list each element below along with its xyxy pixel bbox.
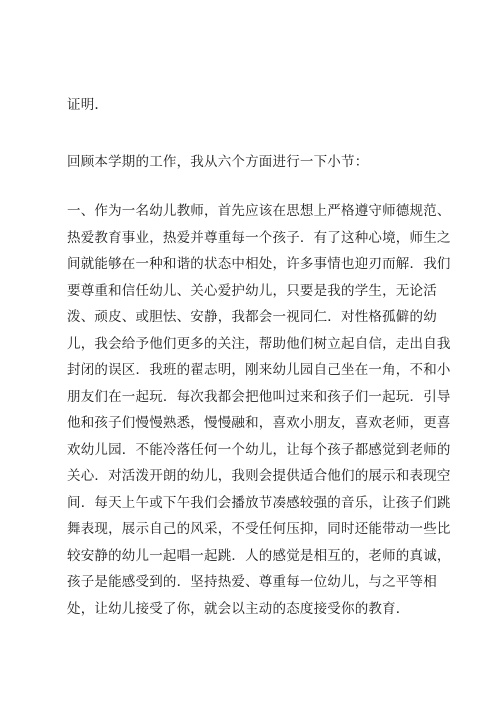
paragraph-section-one: [67, 198, 451, 622]
text-line: 间就能够在一种和谐的状态中相处，许多事情也迎刃而解．我们: [67, 256, 451, 272]
text-line: 回顾本学期的工作，我从六个方面进行一下小节：: [67, 154, 369, 170]
text-line: 孩子是能感受到的．坚持热爱、尊重每一位幼儿，与之平等相: [67, 574, 437, 590]
text-line: 热爱教育事业，热爱并尊重每一个孩子．有了这种心境，师生之: [67, 229, 451, 246]
paragraph-intro: [67, 149, 368, 176]
text-line: 处，让幼儿接受了你，就会以主动的态度接受你的教育．: [67, 600, 410, 617]
text-line: 泼、顽皮、或胆怯、安静，我都会一视同仁．对性格孤僻的幼: [67, 309, 437, 325]
text-line: 舞表现，展示自己的风采，不受任何压抑，同时还能带动一些比: [67, 521, 451, 537]
paragraph-proof: [67, 92, 99, 119]
text-line: 朋友们在一起玩．每次我都会把他叫过来和孩子们一起玩．引导: [67, 388, 451, 405]
text-line: 欢幼儿园．不能冷落任何一个幼儿，让每个孩子都感觉到老师的: [67, 441, 451, 458]
text-line: 他和孩子们慢慢熟悉，慢慢融和，喜欢小朋友，喜欢老师，更喜: [67, 415, 451, 431]
text-line: 儿，我会给予他们更多的关注，帮助他们树立起自信，走出自我: [67, 335, 451, 352]
text-line: 关心．对活泼开朗的幼儿，我则会提供适合他们的展示和表现空: [67, 468, 451, 484]
text-line: 一、作为一名幼儿教师，首先应该在思想上严格遵守师德规范、: [67, 203, 451, 219]
text-line: 封闭的误区．我班的翟志明，刚来幼儿园自己坐在一角，不和小: [67, 362, 451, 378]
text-line: 较安静的幼儿一起唱一起跳．人的感觉是相互的，老师的真诚，: [67, 547, 451, 564]
text-line: 要尊重和信任幼儿、关心爱护幼儿，只要是我的学生，无论活: [67, 282, 437, 299]
text-line: 间．每天上午或下午我们会播放节凑感较强的音乐，让孩子们跳: [67, 494, 451, 511]
text-line: 证明.: [67, 97, 99, 113]
